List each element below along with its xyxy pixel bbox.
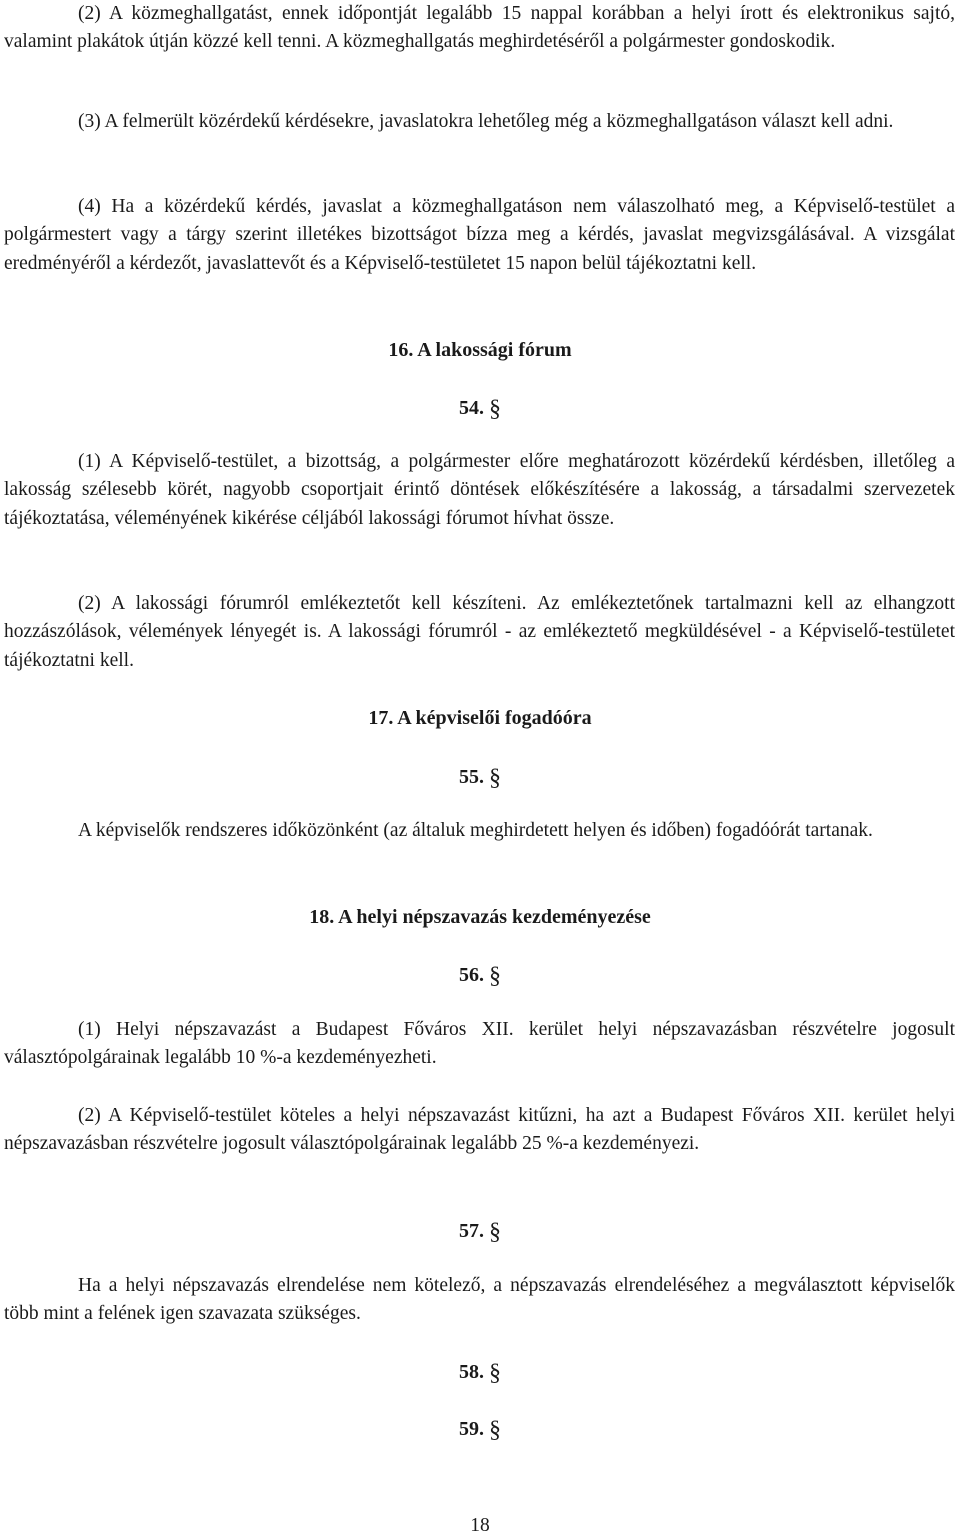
section-sign-icon: §	[489, 1219, 501, 1245]
heading-17-office-hours: 17. A képviselői fogadóóra	[368, 707, 592, 729]
section-number: 54.	[459, 397, 484, 419]
section-56	[4, 960, 956, 989]
paragraph-55-office-hours: A képviselők rendszeres időközönként (az általuk meghirdetett helyen és időben) fogadóórát tartanak.	[78, 820, 873, 841]
heading-16-residents-forum: 16. A lakossági fórum	[388, 339, 572, 361]
section-number: 55.	[459, 766, 484, 788]
section-58	[4, 1357, 956, 1386]
paragraph-56-1-initiation: (1) Helyi népszavazást a Budapest Főváros XII. kerület helyi népszavazásban részvételre jogosult választópolgárainak legalább 10 %-a kezdeményezheti.	[4, 1019, 955, 1069]
paragraph-56-2-mandatory: (2) A Képviselő-testület köteles a helyi népszavazást kitűzni, ha azt a Budapest Főváros XII. kerület helyi népszavazásban részvételre jogosult választópolgárainak legalább 25 %-a kezdeményezi.	[4, 1105, 955, 1155]
section-sign-icon: §	[489, 765, 501, 791]
paragraph-54-2-memo: (2) A lakossági fórumról emlékeztetőt kell készíteni. Az emlékeztetőnek tartalmazni kell az elhangzott hozzászólások, vélemények lényegét is. A lakossági fórumról - az emlékeztető megküldésével - a Képviselő-testületet tájékoztatni kell.	[4, 593, 955, 671]
paragraph-3-answers: (3) A felmerült közérdekű kérdésekre, javaslatokra lehetőleg még a közmeghallgatáson választ kell adni.	[78, 111, 894, 132]
section-number: 57.	[459, 1220, 484, 1242]
section-sign-icon: §	[489, 963, 501, 989]
section-sign-icon: §	[489, 1417, 501, 1443]
section-59	[4, 1414, 956, 1443]
paragraph-54-1-forum: (1) A Képviselő-testület, a bizottság, a polgármester előre meghatározott közérdekű kérdésben, illetőleg a lakosság szélesebb körét, nagyobb csoportjait érintő döntések előkészítésére a lakosság, a társadalmi szervezetek tájékoztatása, véleményének kikérése céljából lakossági fórumot hívhat össze.	[4, 451, 955, 529]
page-number: 18	[470, 1515, 490, 1536]
paragraph-2-public-hearing-notice: (2) A közmeghallgatást, ennek időpontját legalább 15 nappal korábban a helyi írott és elektronikus sajtó, valamint plakátok útján közzé kell tenni. A közmeghallgatás meghirdetéséről a polgármester gondoskodik.	[4, 3, 955, 53]
section-55	[4, 762, 956, 791]
paragraph-57-vote: Ha a helyi népszavazás elrendelése nem kötelező, a népszavazás elrendeléséhez a megválasztott képviselők több mint a felének igen szavazata szükséges.	[4, 1275, 955, 1325]
section-sign-icon: §	[489, 396, 501, 422]
heading-18-referendum: 18. A helyi népszavazás kezdeményezése	[309, 906, 651, 928]
section-57	[4, 1216, 956, 1245]
section-54	[4, 393, 956, 422]
paragraph-4-investigation: (4) Ha a közérdekű kérdés, javaslat a közmeghallgatáson nem válaszolható meg, a Képviselő-testület a polgármestert vagy a tárgy szerint illetékes bizottságot bízza meg a kérdés, javaslat megvizsgálásával. A vizsgálat eredményéről a kérdezőt, javaslattevőt és a Képviselő-testületet 15 napon belül tájékoztatni kell.	[4, 196, 955, 274]
section-number: 59.	[459, 1418, 484, 1440]
section-number: 56.	[459, 964, 484, 986]
section-number: 58.	[459, 1361, 484, 1383]
section-sign-icon: §	[489, 1360, 501, 1386]
